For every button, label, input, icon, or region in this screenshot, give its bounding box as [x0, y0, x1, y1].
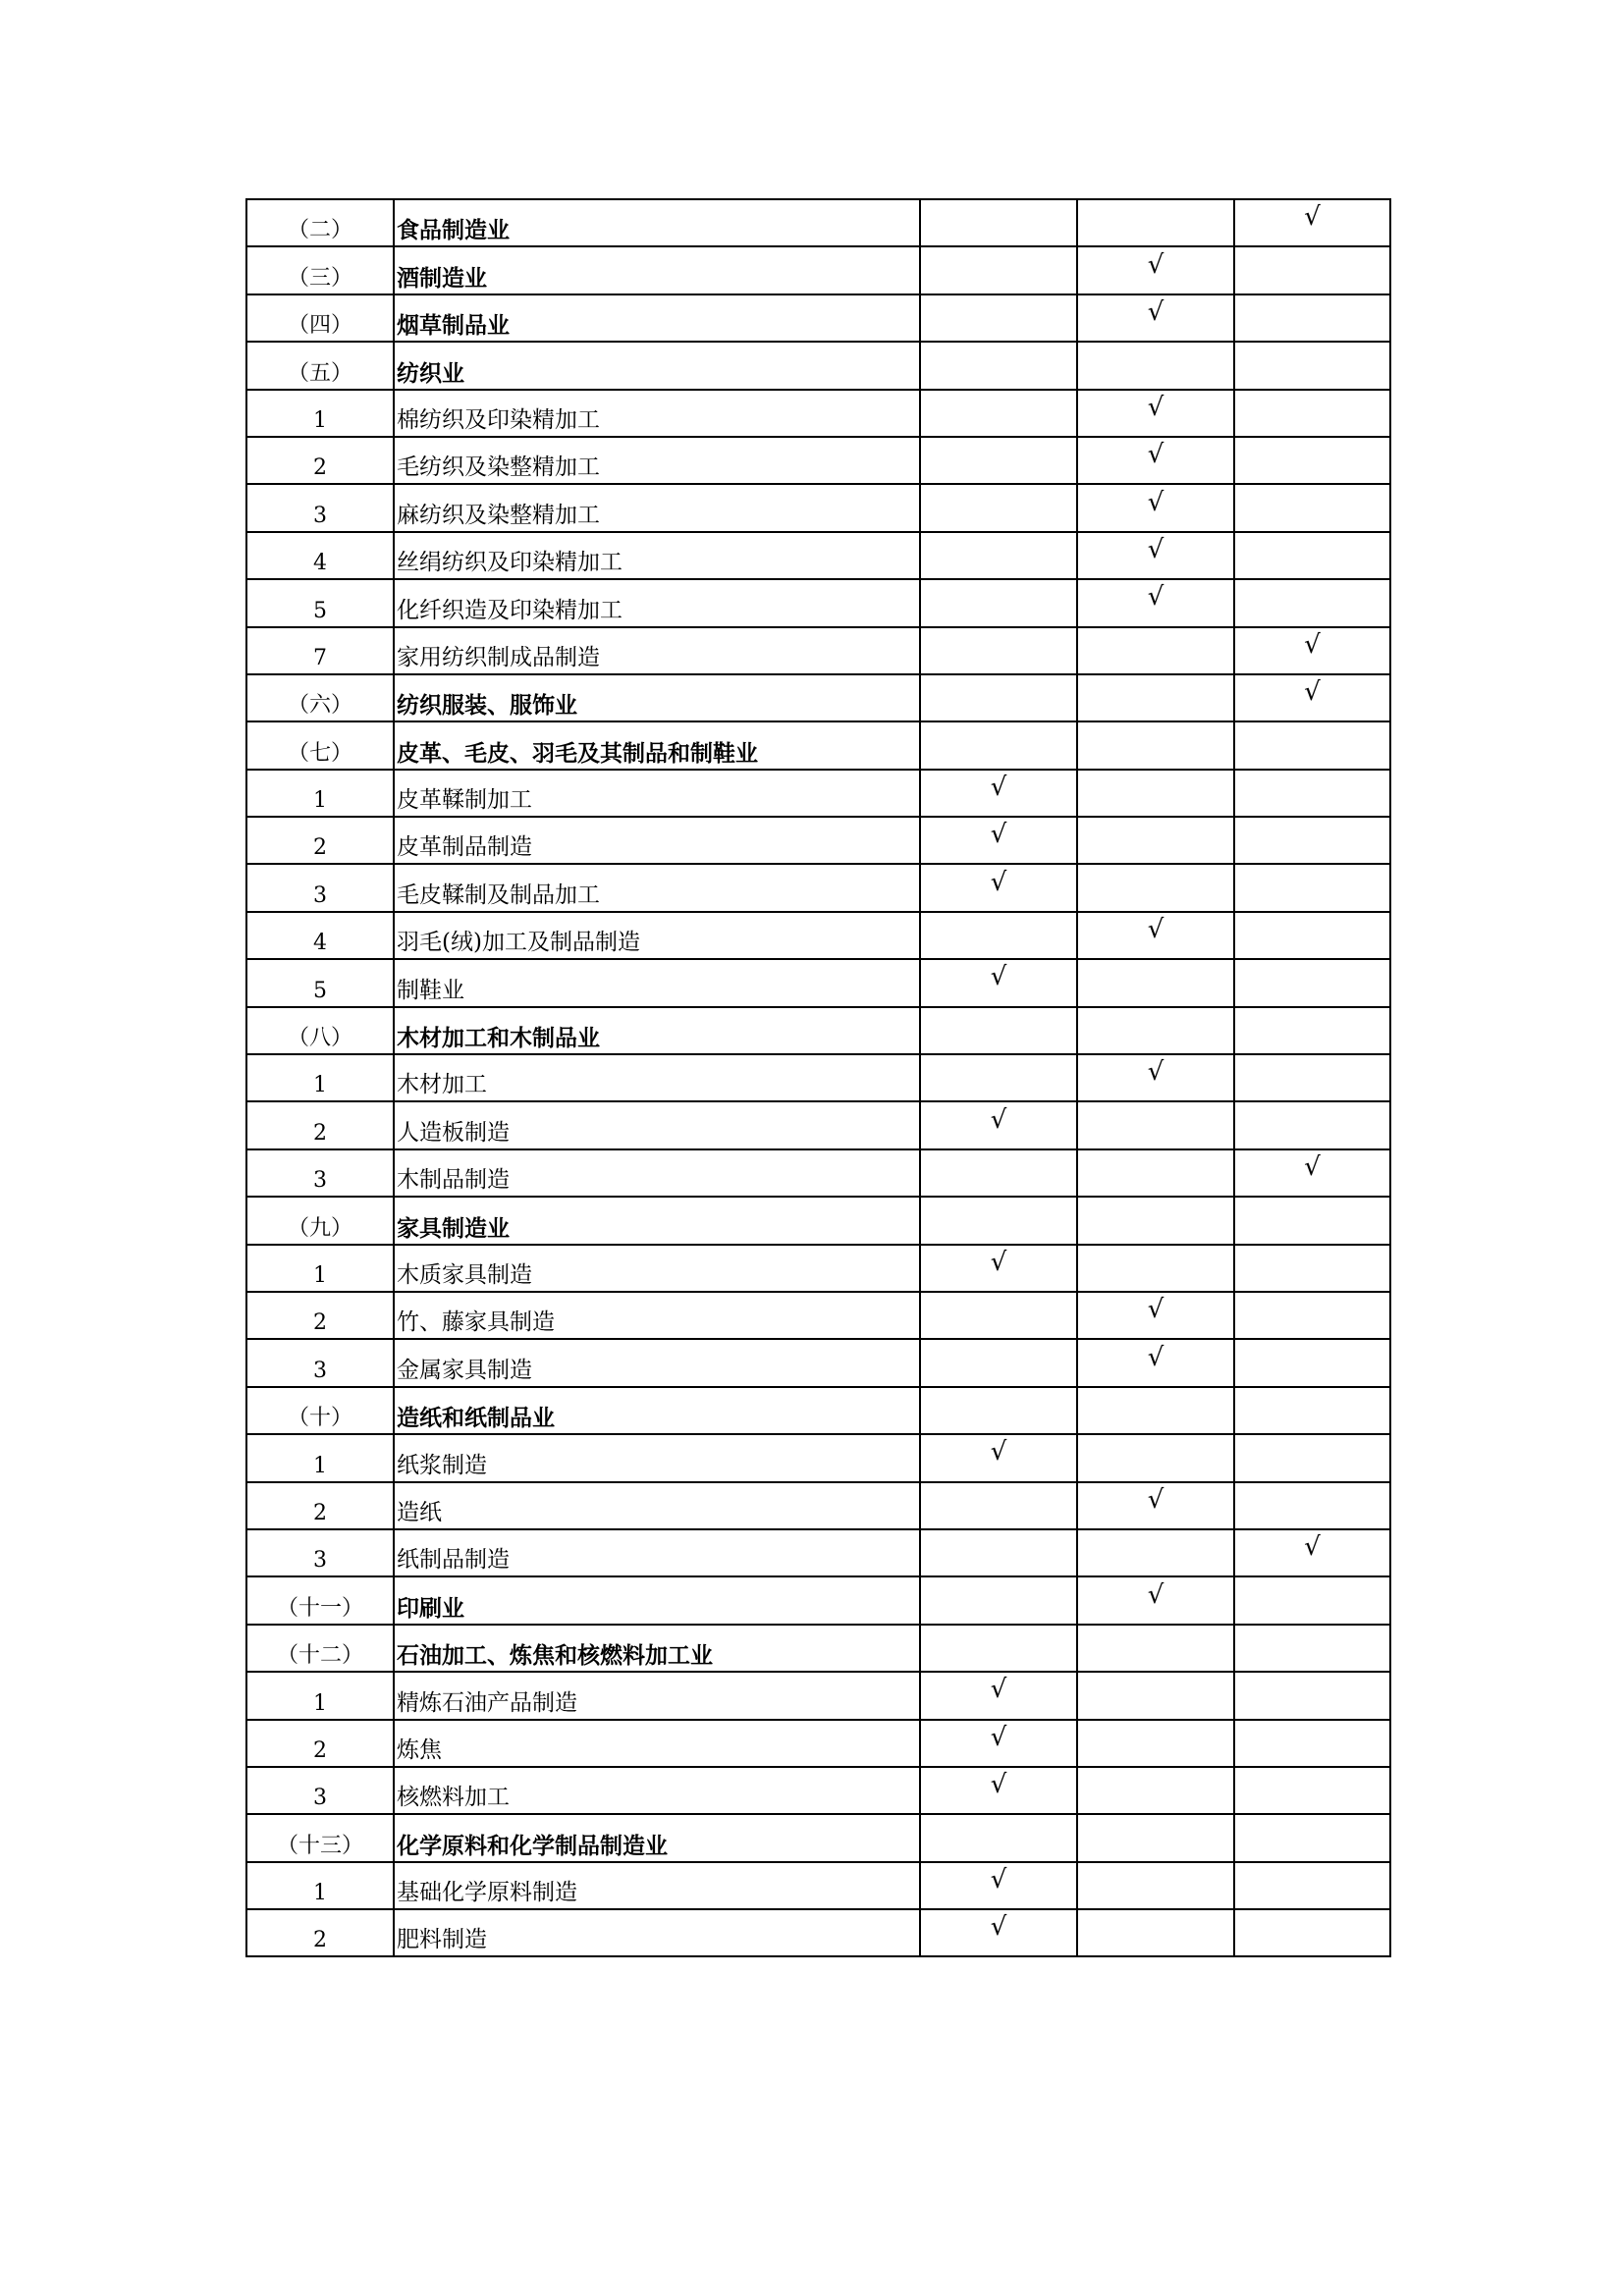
mark-cell-1	[920, 1054, 1077, 1101]
section-name: 纺织服装、服饰业	[394, 674, 920, 721]
row-index: （六）	[246, 674, 394, 721]
mark-cell-3	[1234, 1529, 1390, 1576]
mark-cell-2	[1077, 1387, 1234, 1434]
table-row	[246, 532, 1390, 579]
mark-cell-2	[1077, 627, 1234, 674]
mark-cell-2	[1077, 484, 1234, 531]
mark-cell-2	[1077, 579, 1234, 626]
mark-cell-2	[1077, 1767, 1234, 1814]
mark-cell-3	[1234, 342, 1390, 389]
table-row	[246, 959, 1390, 1006]
section-row	[246, 1814, 1390, 1861]
table-row	[246, 1672, 1390, 1719]
item-name: 毛皮鞣制及制品加工	[394, 864, 920, 911]
checkmark-icon: √	[990, 962, 1007, 992]
mark-cell-3	[1234, 1625, 1390, 1672]
table-row	[246, 1245, 1390, 1292]
mark-cell-2	[1077, 1434, 1234, 1481]
row-index: （十）	[246, 1387, 394, 1434]
mark-cell-3	[1234, 1007, 1390, 1054]
mark-cell-3	[1234, 959, 1390, 1006]
table-row	[246, 390, 1390, 437]
row-index: 5	[246, 579, 394, 626]
section-name: 纺织业	[394, 342, 920, 389]
row-index: 1	[246, 1672, 394, 1719]
item-name: 基础化学原料制造	[394, 1862, 920, 1909]
section-row	[246, 199, 1390, 246]
mark-cell-2	[1077, 1054, 1234, 1101]
row-index: 3	[246, 1339, 394, 1386]
mark-cell-3	[1234, 1387, 1390, 1434]
item-name: 木质家具制造	[394, 1245, 920, 1292]
item-name: 木材加工	[394, 1054, 920, 1101]
section-name: 石油加工、炼焦和核燃料加工业	[394, 1625, 920, 1672]
checkmark-icon: √	[990, 867, 1007, 897]
mark-cell-3	[1234, 817, 1390, 864]
checkmark-icon: √	[990, 1770, 1007, 1800]
mark-cell-2	[1077, 1339, 1234, 1386]
item-name: 皮革制品制造	[394, 817, 920, 864]
table-row	[246, 1482, 1390, 1529]
mark-cell-1	[920, 484, 1077, 531]
mark-cell-2	[1077, 390, 1234, 437]
checkmark-icon: √	[990, 772, 1007, 802]
table-row	[246, 627, 1390, 674]
checkmark-icon: √	[1147, 1342, 1164, 1372]
mark-cell-1	[920, 1101, 1077, 1148]
checkmark-icon: √	[1147, 915, 1164, 945]
table-body	[246, 199, 1390, 1956]
mark-cell-1	[920, 1529, 1077, 1576]
mark-cell-3	[1234, 484, 1390, 531]
mark-cell-3	[1234, 674, 1390, 721]
table-row	[246, 817, 1390, 864]
mark-cell-1	[920, 1482, 1077, 1529]
mark-cell-3	[1234, 1101, 1390, 1148]
mark-cell-3	[1234, 246, 1390, 294]
row-index: （四）	[246, 294, 394, 342]
mark-cell-3	[1234, 627, 1390, 674]
table-row	[246, 864, 1390, 911]
mark-cell-1	[920, 1862, 1077, 1909]
mark-cell-1	[920, 1625, 1077, 1672]
row-index: 2	[246, 1720, 394, 1767]
mark-cell-2	[1077, 1482, 1234, 1529]
mark-cell-3	[1234, 1672, 1390, 1719]
mark-cell-1	[920, 1720, 1077, 1767]
mark-cell-1	[920, 1387, 1077, 1434]
row-index: 1	[246, 770, 394, 817]
item-name: 化纤织造及印染精加工	[394, 579, 920, 626]
item-name: 炼焦	[394, 1720, 920, 1767]
checkmark-icon: √	[990, 1912, 1007, 1943]
item-name: 木制品制造	[394, 1149, 920, 1197]
section-name: 化学原料和化学制品制造业	[394, 1814, 920, 1861]
table-row	[246, 1767, 1390, 1814]
row-index: 4	[246, 532, 394, 579]
table-row	[246, 1101, 1390, 1148]
mark-cell-2	[1077, 959, 1234, 1006]
section-row	[246, 294, 1390, 342]
row-index: 2	[246, 1292, 394, 1339]
mark-cell-2	[1077, 1814, 1234, 1861]
mark-cell-2	[1077, 1529, 1234, 1576]
section-name: 烟草制品业	[394, 294, 920, 342]
mark-cell-3	[1234, 1339, 1390, 1386]
mark-cell-3	[1234, 579, 1390, 626]
row-index: （十三）	[246, 1814, 394, 1861]
section-row	[246, 246, 1390, 294]
mark-cell-2	[1077, 199, 1234, 246]
checkmark-icon: √	[1147, 534, 1164, 564]
item-name: 肥料制造	[394, 1909, 920, 1956]
mark-cell-1	[920, 342, 1077, 389]
row-index: 1	[246, 1434, 394, 1481]
checkmark-icon: √	[990, 1104, 1007, 1135]
item-name: 丝绢纺织及印染精加工	[394, 532, 920, 579]
table-row	[246, 1909, 1390, 1956]
mark-cell-1	[920, 674, 1077, 721]
mark-cell-3	[1234, 1862, 1390, 1909]
mark-cell-2	[1077, 437, 1234, 484]
mark-cell-1	[920, 817, 1077, 864]
mark-cell-1	[920, 1672, 1077, 1719]
checkmark-icon: √	[990, 1722, 1007, 1752]
row-index: （三）	[246, 246, 394, 294]
row-index: （十一）	[246, 1576, 394, 1624]
row-index: 2	[246, 437, 394, 484]
mark-cell-3	[1234, 864, 1390, 911]
mark-cell-2	[1077, 342, 1234, 389]
section-name: 印刷业	[394, 1576, 920, 1624]
table-row	[246, 1434, 1390, 1481]
section-row	[246, 1007, 1390, 1054]
item-name: 精炼石油产品制造	[394, 1672, 920, 1719]
mark-cell-1	[920, 627, 1077, 674]
mark-cell-3	[1234, 1197, 1390, 1244]
checkmark-icon: √	[1304, 677, 1321, 708]
mark-cell-1	[920, 1007, 1077, 1054]
row-index: 5	[246, 959, 394, 1006]
mark-cell-3	[1234, 1767, 1390, 1814]
checkmark-icon: √	[1147, 296, 1164, 327]
table-row	[246, 484, 1390, 531]
checkmark-icon: √	[990, 1437, 1007, 1468]
mark-cell-3	[1234, 1149, 1390, 1197]
mark-cell-3	[1234, 912, 1390, 959]
mark-cell-1	[920, 959, 1077, 1006]
checkmark-icon: √	[1147, 582, 1164, 613]
mark-cell-2	[1077, 912, 1234, 959]
mark-cell-3	[1234, 437, 1390, 484]
checkmark-icon: √	[990, 1247, 1007, 1277]
item-name: 金属家具制造	[394, 1339, 920, 1386]
mark-cell-2	[1077, 1149, 1234, 1197]
item-name: 核燃料加工	[394, 1767, 920, 1814]
checkmark-icon: √	[1304, 202, 1321, 233]
checkmark-icon: √	[1147, 249, 1164, 280]
mark-cell-1	[920, 390, 1077, 437]
item-name: 羽毛(绒)加工及制品制造	[394, 912, 920, 959]
mark-cell-3	[1234, 1576, 1390, 1624]
mark-cell-3	[1234, 770, 1390, 817]
mark-cell-2	[1077, 1197, 1234, 1244]
mark-cell-2	[1077, 1007, 1234, 1054]
row-index: 3	[246, 1767, 394, 1814]
checkmark-icon: √	[1304, 1152, 1321, 1182]
mark-cell-2	[1077, 1672, 1234, 1719]
mark-cell-1	[920, 721, 1077, 769]
item-name: 纸制品制造	[394, 1529, 920, 1576]
mark-cell-2	[1077, 770, 1234, 817]
mark-cell-3	[1234, 1909, 1390, 1956]
section-row	[246, 342, 1390, 389]
checkmark-icon: √	[1147, 1579, 1164, 1610]
section-row	[246, 1387, 1390, 1434]
mark-cell-3	[1234, 1292, 1390, 1339]
mark-cell-1	[920, 770, 1077, 817]
mark-cell-2	[1077, 1720, 1234, 1767]
mark-cell-1	[920, 1434, 1077, 1481]
mark-cell-1	[920, 912, 1077, 959]
section-row	[246, 674, 1390, 721]
row-index: 2	[246, 817, 394, 864]
table-row	[246, 912, 1390, 959]
mark-cell-2	[1077, 246, 1234, 294]
table-row	[246, 1862, 1390, 1909]
mark-cell-2	[1077, 294, 1234, 342]
mark-cell-2	[1077, 1245, 1234, 1292]
mark-cell-2	[1077, 721, 1234, 769]
table-row	[246, 437, 1390, 484]
mark-cell-1	[920, 1292, 1077, 1339]
mark-cell-1	[920, 199, 1077, 246]
checkmark-icon: √	[1304, 1532, 1321, 1563]
mark-cell-2	[1077, 1292, 1234, 1339]
row-index: 1	[246, 1054, 394, 1101]
mark-cell-2	[1077, 1101, 1234, 1148]
section-row	[246, 1625, 1390, 1672]
section-name: 食品制造业	[394, 199, 920, 246]
mark-cell-1	[920, 1814, 1077, 1861]
section-row	[246, 721, 1390, 769]
mark-cell-1	[920, 864, 1077, 911]
mark-cell-1	[920, 1576, 1077, 1624]
mark-cell-1	[920, 1197, 1077, 1244]
row-index: 3	[246, 484, 394, 531]
row-index: 2	[246, 1101, 394, 1148]
table-row	[246, 1339, 1390, 1386]
mark-cell-3	[1234, 1720, 1390, 1767]
table-row	[246, 770, 1390, 817]
row-index: 1	[246, 1862, 394, 1909]
mark-cell-2	[1077, 1625, 1234, 1672]
item-name: 造纸	[394, 1482, 920, 1529]
table-row	[246, 1720, 1390, 1767]
checkmark-icon: √	[990, 1864, 1007, 1895]
section-row	[246, 1197, 1390, 1244]
mark-cell-1	[920, 1149, 1077, 1197]
mark-cell-3	[1234, 1434, 1390, 1481]
section-name: 酒制造业	[394, 246, 920, 294]
mark-cell-2	[1077, 864, 1234, 911]
mark-cell-1	[920, 1245, 1077, 1292]
section-row	[246, 1576, 1390, 1624]
section-name: 家具制造业	[394, 1197, 920, 1244]
checkmark-icon: √	[1147, 1057, 1164, 1088]
row-index: （七）	[246, 721, 394, 769]
row-index: 2	[246, 1909, 394, 1956]
row-index: 7	[246, 627, 394, 674]
checkmark-icon: √	[990, 820, 1007, 850]
table-row	[246, 1054, 1390, 1101]
mark-cell-1	[920, 532, 1077, 579]
mark-cell-1	[920, 1767, 1077, 1814]
mark-cell-2	[1077, 1909, 1234, 1956]
table-row	[246, 579, 1390, 626]
item-name: 竹、藤家具制造	[394, 1292, 920, 1339]
row-index: 4	[246, 912, 394, 959]
checkmark-icon: √	[1147, 487, 1164, 517]
mark-cell-3	[1234, 1814, 1390, 1861]
item-name: 毛纺织及染整精加工	[394, 437, 920, 484]
row-index: （九）	[246, 1197, 394, 1244]
mark-cell-1	[920, 246, 1077, 294]
row-index: 3	[246, 864, 394, 911]
mark-cell-3	[1234, 199, 1390, 246]
mark-cell-3	[1234, 1482, 1390, 1529]
row-index: （十二）	[246, 1625, 394, 1672]
checkmark-icon: √	[1147, 392, 1164, 422]
industry-classification-table	[245, 198, 1391, 1957]
checkmark-icon: √	[990, 1675, 1007, 1705]
row-index: 1	[246, 1245, 394, 1292]
row-index: 3	[246, 1529, 394, 1576]
table-row	[246, 1292, 1390, 1339]
checkmark-icon: √	[1147, 1295, 1164, 1325]
item-name: 麻纺织及染整精加工	[394, 484, 920, 531]
mark-cell-3	[1234, 721, 1390, 769]
mark-cell-1	[920, 579, 1077, 626]
section-name: 造纸和纸制品业	[394, 1387, 920, 1434]
mark-cell-1	[920, 1909, 1077, 1956]
mark-cell-2	[1077, 1576, 1234, 1624]
checkmark-icon: √	[1147, 440, 1164, 470]
table-row	[246, 1149, 1390, 1197]
mark-cell-3	[1234, 532, 1390, 579]
item-name: 家用纺织制成品制造	[394, 627, 920, 674]
checkmark-icon: √	[1147, 1484, 1164, 1515]
mark-cell-1	[920, 294, 1077, 342]
row-index: （二）	[246, 199, 394, 246]
item-name: 纸浆制造	[394, 1434, 920, 1481]
item-name: 制鞋业	[394, 959, 920, 1006]
checkmark-icon: √	[1304, 629, 1321, 660]
mark-cell-1	[920, 437, 1077, 484]
mark-cell-3	[1234, 1054, 1390, 1101]
section-name: 木材加工和木制品业	[394, 1007, 920, 1054]
item-name: 人造板制造	[394, 1101, 920, 1148]
mark-cell-3	[1234, 1245, 1390, 1292]
row-index: 1	[246, 390, 394, 437]
section-name: 皮革、毛皮、羽毛及其制品和制鞋业	[394, 721, 920, 769]
mark-cell-2	[1077, 1862, 1234, 1909]
table-row	[246, 1529, 1390, 1576]
mark-cell-2	[1077, 674, 1234, 721]
mark-cell-2	[1077, 532, 1234, 579]
item-name: 棉纺织及印染精加工	[394, 390, 920, 437]
mark-cell-3	[1234, 390, 1390, 437]
row-index: 3	[246, 1149, 394, 1197]
mark-cell-1	[920, 1339, 1077, 1386]
mark-cell-3	[1234, 294, 1390, 342]
row-index: （八）	[246, 1007, 394, 1054]
row-index: 2	[246, 1482, 394, 1529]
row-index: （五）	[246, 342, 394, 389]
mark-cell-2	[1077, 817, 1234, 864]
item-name: 皮革鞣制加工	[394, 770, 920, 817]
